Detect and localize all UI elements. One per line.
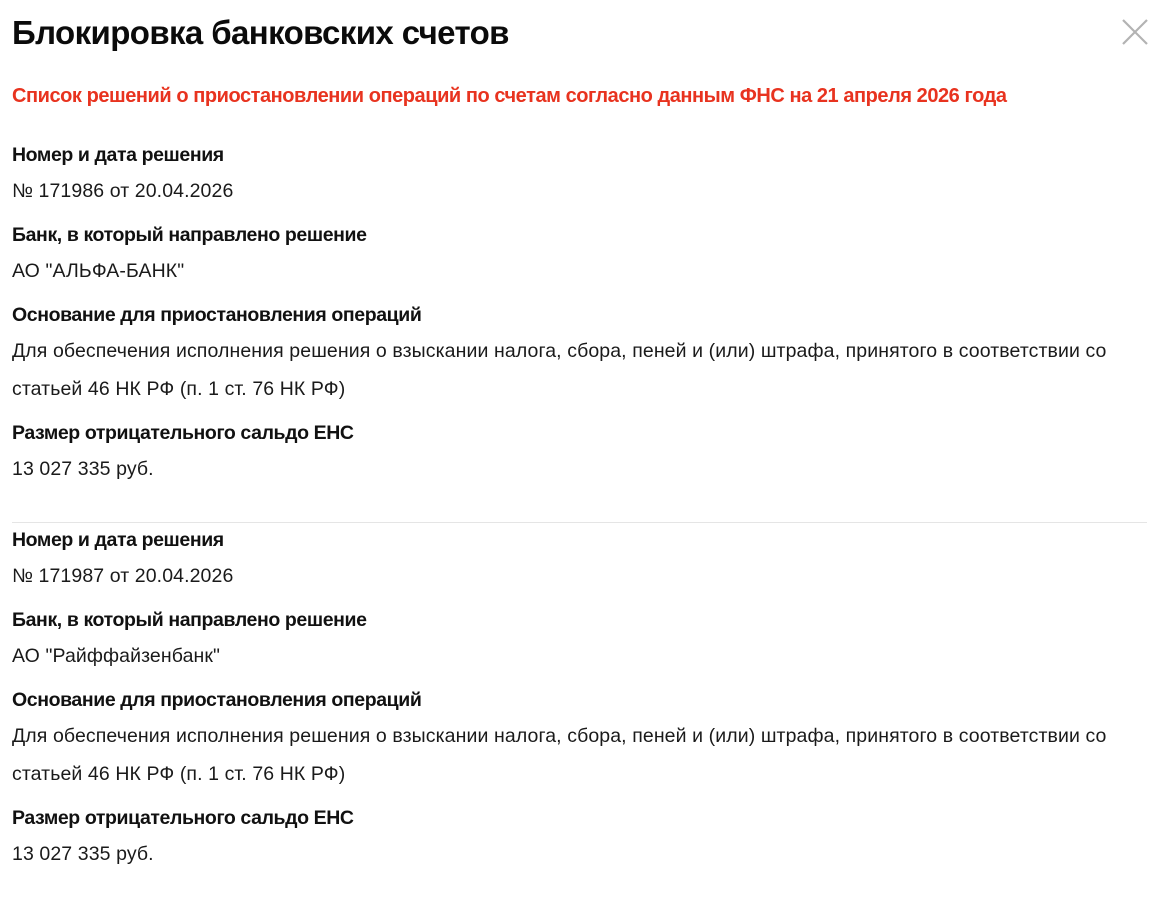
close-icon xyxy=(1120,17,1150,47)
modal-title: Блокировка банковских счетов xyxy=(12,14,509,51)
decision-item xyxy=(12,138,1147,522)
bank-label: Банк, в который направлено решение xyxy=(12,609,367,631)
decision-number-value: № 171987 от 20.04.2026 xyxy=(12,565,234,587)
balance-value: 13 027 335 руб. xyxy=(12,843,154,865)
reason-value: Для обеспечения исполнения решения о взыскании налога, сбора, пеней и (или) штрафа, принятого в соответствии со статьей 46 НК РФ (п. 1 ст. 76 НК РФ) xyxy=(12,340,1107,400)
decisions-list xyxy=(12,138,1147,907)
balance-value: 13 027 335 руб. xyxy=(12,458,154,480)
reason-label: Основание для приостановления операций xyxy=(12,304,422,326)
decision-number-label: Номер и дата решения xyxy=(12,144,224,166)
decision-number-label: Номер и дата решения xyxy=(12,529,224,551)
bank-label: Банк, в который направлено решение xyxy=(12,224,367,246)
bank-value: АО "АЛЬФА-БАНК" xyxy=(12,260,185,282)
reason-label: Основание для приостановления операций xyxy=(12,689,422,711)
balance-label: Размер отрицательного сальдо ЕНС xyxy=(12,807,354,829)
decision-number-value: № 171986 от 20.04.2026 xyxy=(12,180,234,202)
reason-value: Для обеспечения исполнения решения о взыскании налога, сбора, пеней и (или) штрафа, принятого в соответствии со статьей 46 НК РФ (п. 1 ст. 76 НК РФ) xyxy=(12,725,1107,785)
modal-subtitle: Список решений о приостановлении операций по счетам согласно данным ФНС на 21 апреля 2026 года xyxy=(12,85,1007,107)
bank-value: АО "Райффайзенбанк" xyxy=(12,645,221,667)
decision-item xyxy=(12,523,1147,907)
balance-label: Размер отрицательного сальдо ЕНС xyxy=(12,422,354,444)
close-button[interactable] xyxy=(1120,17,1150,47)
